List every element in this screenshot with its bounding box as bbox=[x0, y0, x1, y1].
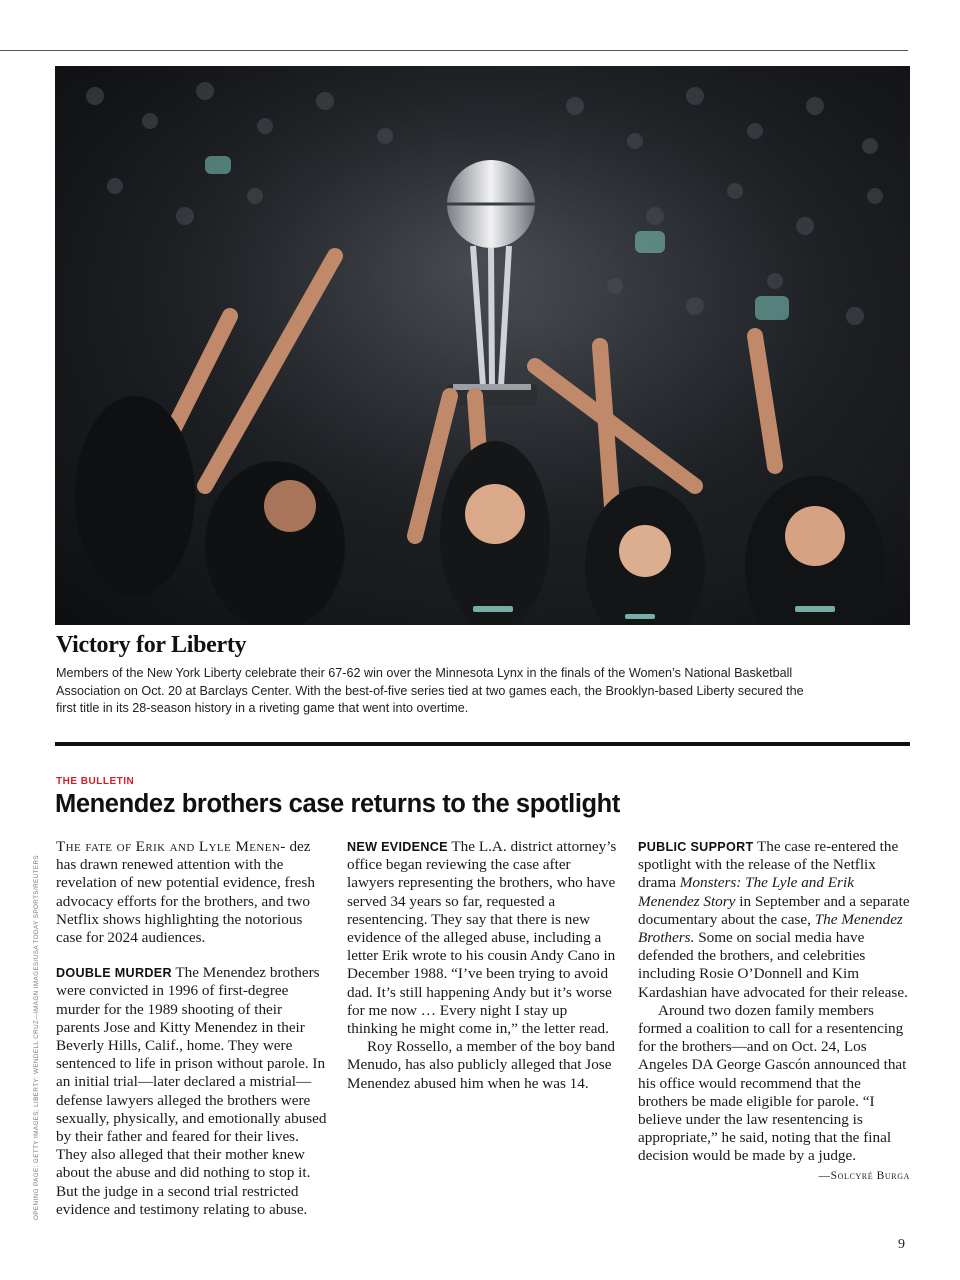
double-murder-paragraph bbox=[56, 964, 328, 1219]
coalition-paragraph: Around two dozen family members formed a coalition to call for a resentencing for the brothers—and on Oct. 24, Los Angeles DA George Gascón announced that his office would recommend that the brothers be made eligible for parole. “I believe under the law resentencing is appropriate,” he said, noting that the final decision would be made by a judge. bbox=[638, 1001, 907, 1165]
article-column-1 bbox=[56, 838, 328, 1219]
article-column-2 bbox=[347, 838, 619, 1093]
article-column-3 bbox=[638, 838, 910, 1185]
page-number: 9 bbox=[898, 1237, 905, 1252]
top-rule bbox=[0, 50, 908, 51]
new-evidence-paragraph bbox=[347, 838, 619, 1038]
section-kicker: THE BULLETIN bbox=[56, 776, 135, 787]
intro-lead: The fate of Erik and Lyle Menen- bbox=[56, 838, 286, 855]
documentary-title: The Menendez Brothers. bbox=[638, 910, 903, 947]
drama-title: Monsters: The Lyle and Erik Menendez Story bbox=[638, 874, 854, 910]
rossello-paragraph: Roy Rossello, a member of the boy band Menudo, has also publicly alleged that Jose Menendez abused him when he was 14. bbox=[347, 1038, 616, 1092]
hero-photo bbox=[55, 66, 910, 625]
new-evidence-subhead: NEW EVIDENCE bbox=[347, 840, 448, 854]
photo-illustration bbox=[55, 66, 910, 625]
double-murder-subhead: DOUBLE MURDER bbox=[56, 966, 172, 981]
public-support-paragraph bbox=[638, 838, 910, 1002]
caption-title: Victory for Liberty bbox=[56, 632, 247, 658]
public-support-text-b: in September and a separate documentary about the case, bbox=[638, 892, 910, 928]
intro-text: dez has drawn renewed attention with the revelation of new potential evidence, fresh advocacy efforts for the brothers, and two Netflix shows highlighting the notorious case for 2024 audiences. bbox=[56, 838, 315, 947]
article-headline: Menendez brothers case returns to the spotlight bbox=[55, 790, 620, 818]
public-support-text-a: The case re-entered the spotlight with the release of the Netflix drama bbox=[638, 838, 899, 892]
byline: —Solcyré Burga bbox=[818, 1169, 910, 1182]
photo-credit: OPENING PAGE: GETTY IMAGES; LIBERTY: WENDELL CRUZ—IMAGN IMAGES/USA TODAY SPORTS/REUTERS bbox=[33, 855, 40, 1220]
public-support-subhead: PUBLIC SUPPORT bbox=[638, 840, 754, 854]
intro-paragraph bbox=[56, 838, 328, 947]
public-support-text-c: Some on social media have defended the brothers, and celebrities including Rosie O’Donnell and Kim Kardashian have advocated for their release. bbox=[638, 929, 908, 1001]
section-divider bbox=[55, 742, 910, 746]
new-evidence-text: The L.A. district attorney’s office began reviewing the case after lawyers representing the brothers, who have served 34 years so far, requested a resentencing. They say that there is new evidence of the alleged abuse, including a letter Erik wrote to his cousin Andy Cano in December 1988. “I’ve been trying to avoid dad. It’s still happening Andy but it’s worse for me now … Every night I stay up thinking he might come in,” the letter read. bbox=[347, 838, 617, 1038]
double-murder-text: The Menendez brothers were convicted in 1996 of first-degree murder for the 1989 shooting of their parents Jose and Kitty Menendez in their Beverly Hills, Calif., home. They were sentenced to life in prison without parole. In an initial trial—later declared a mistrial—defense lawyers alleged the brothers were sexually, physically, and emotionally abused by their father and feared for their lives. They also alleged that their mother knew about the abuse and did nothing to stop it. But the judge in a second trial restricted evidence and testimony relating to abuse. bbox=[56, 964, 327, 1218]
caption-text: Members of the New York Liberty celebrate their 67-62 win over the Minnesota Lynx in the finals of the Women’s National Basketball Association on Oct. 20 at Barclays Center. With the best-of-five series tied at two games each, the Brooklyn-based Liberty secured the first title in its 28-season history in a riveting game that went into overtime. bbox=[56, 666, 804, 715]
